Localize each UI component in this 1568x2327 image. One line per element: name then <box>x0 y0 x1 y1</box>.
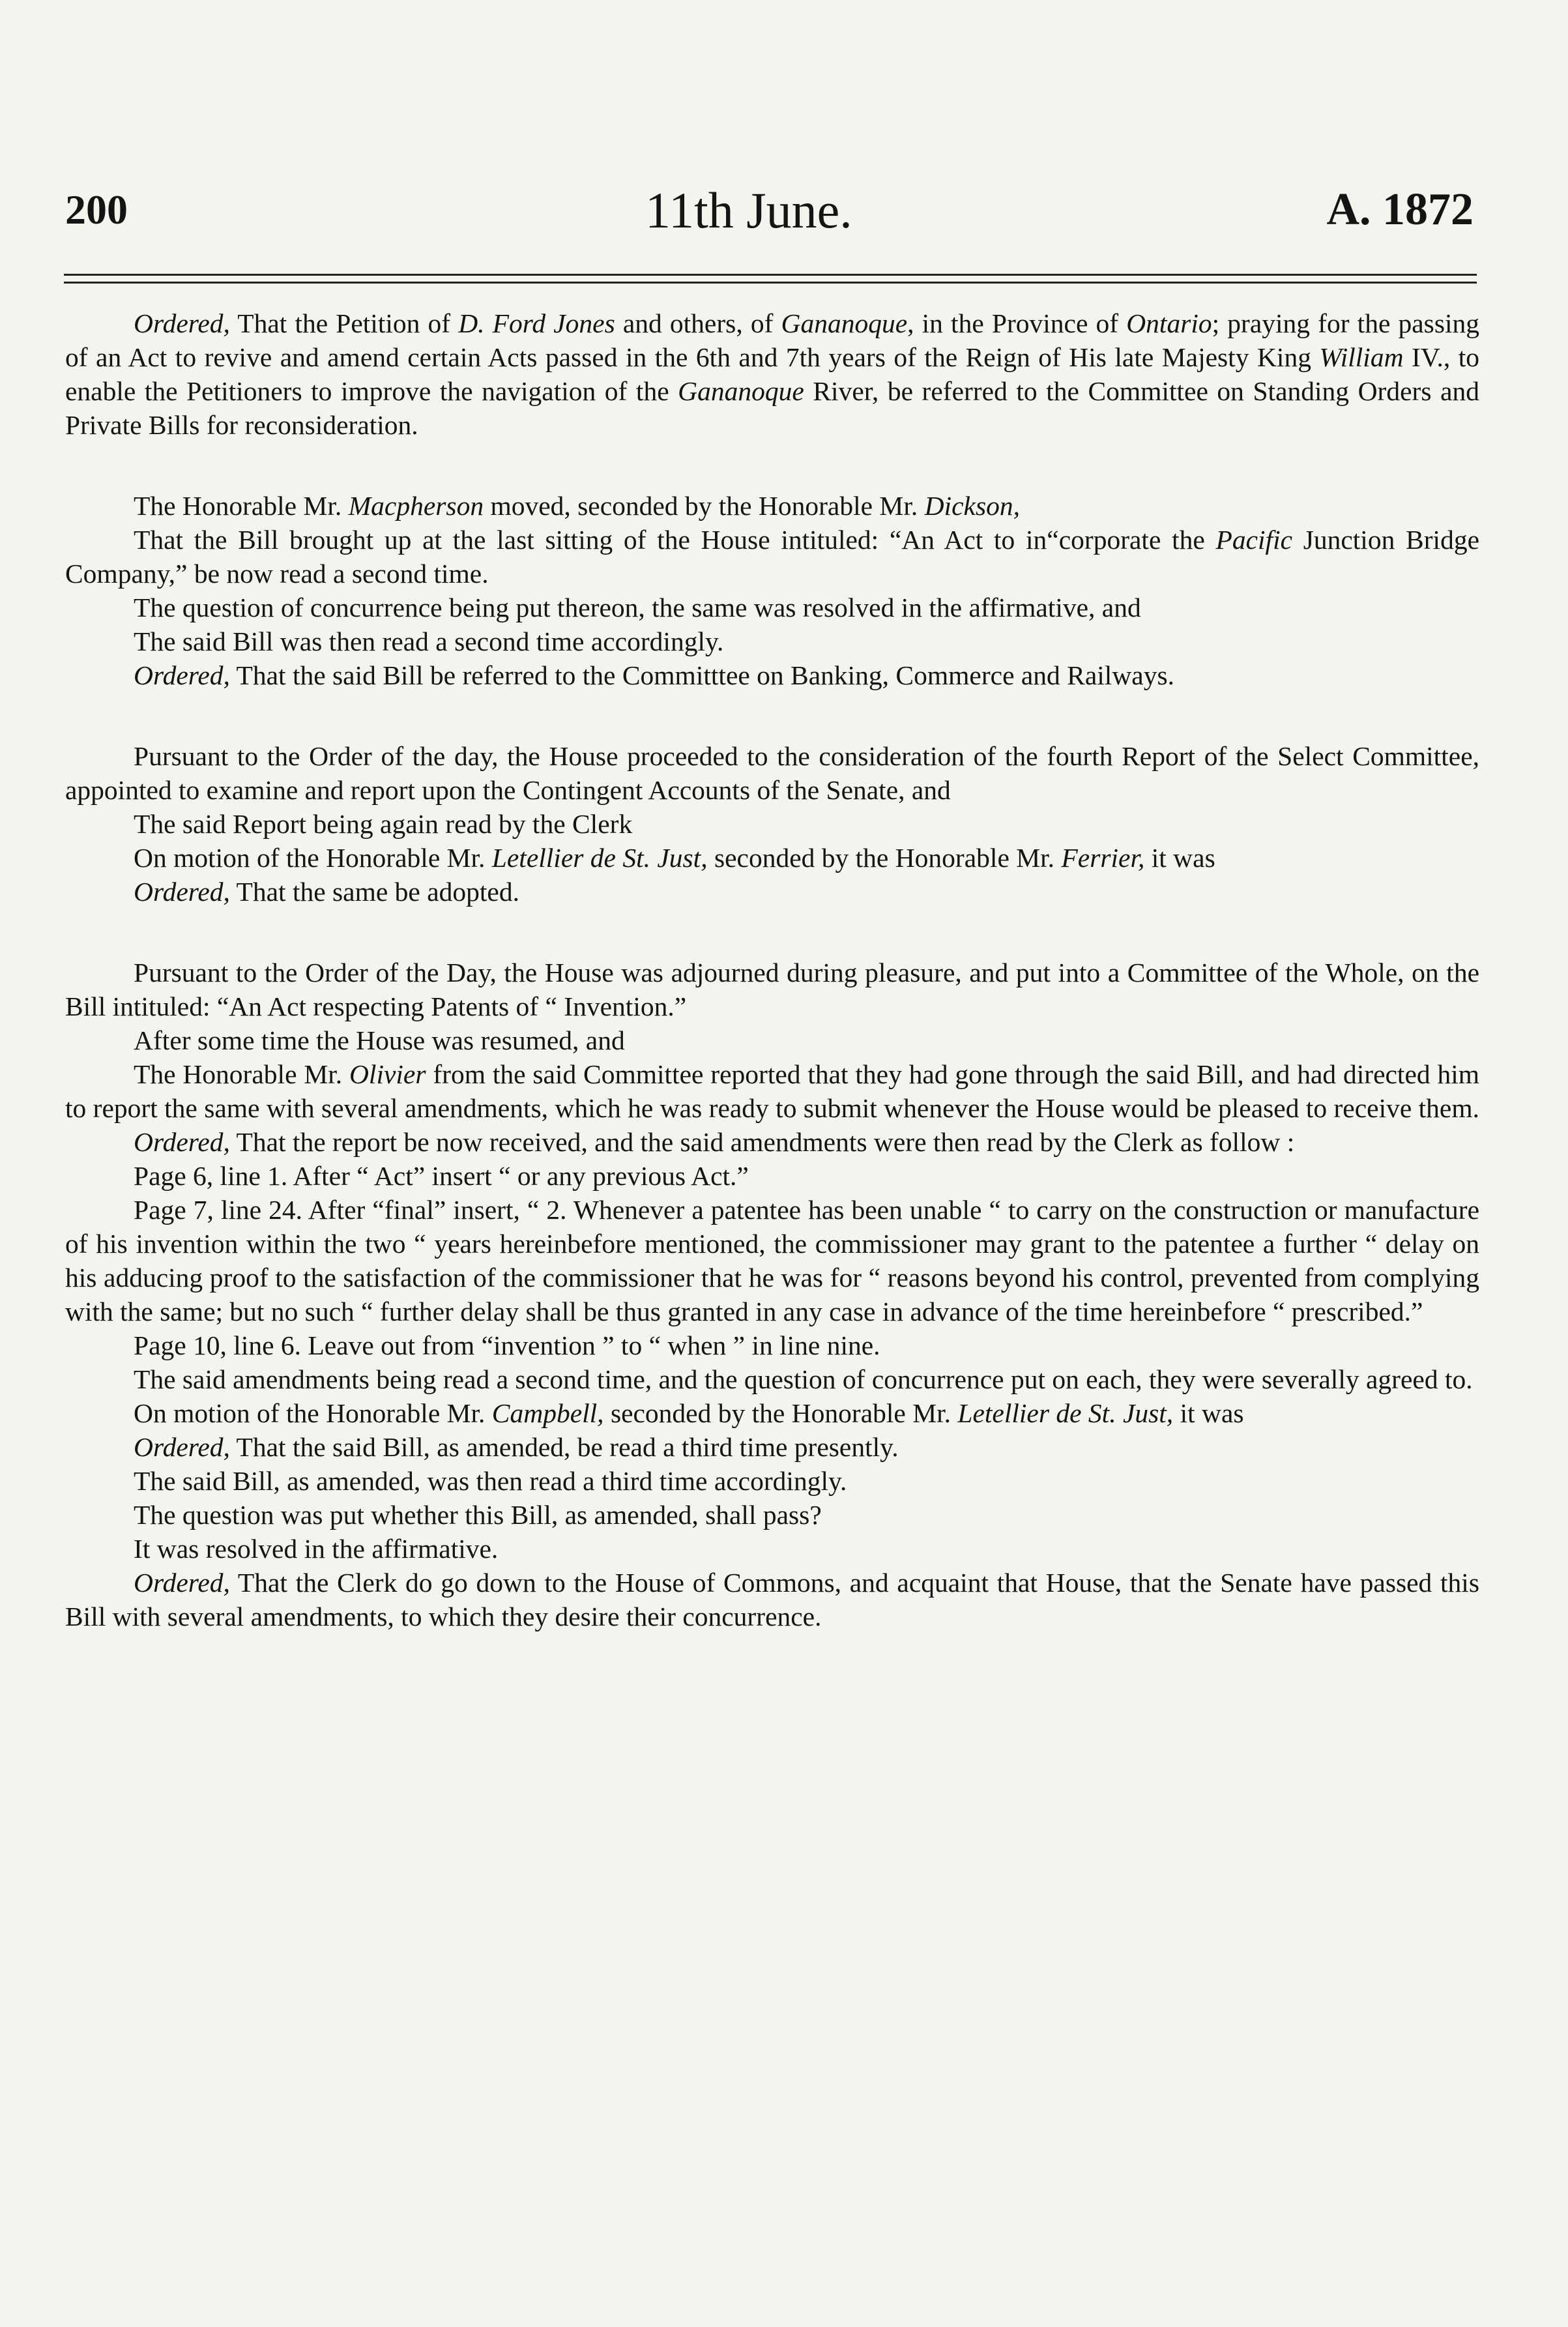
paragraph-adopted <box>65 875 1479 909</box>
paragraph-question: The question of concurrence being put thereon, the same was resolved in the affirmative, and <box>134 593 1141 622</box>
person-name: Letellier de St. Just, <box>491 843 708 873</box>
paragraph-affirmative: It was resolved in the affirmative. <box>134 1534 499 1564</box>
amendment-page-6: Page 6, line 1. After “ Act” insert “ or any previous Act.” <box>134 1161 749 1191</box>
page-number: 200 <box>65 186 128 233</box>
text: , in the Province of <box>907 308 1127 338</box>
text: Junction Bridge Company,” be now read a second time. <box>65 525 1479 589</box>
company-name: Pacific <box>1215 525 1293 555</box>
ordered-label: Ordered, <box>134 1127 230 1157</box>
paragraph-order-of-day: Pursuant to the Order of the day, the House proceeded to the consideration of the fourth Report of the Select Committee, appointed to examine and report upon the Contingent Accounts of the Senate, and <box>65 741 1479 805</box>
person-name: Ferrier, <box>1061 843 1145 873</box>
paragraph-amendments-agreed: The said amendments being read a second time, and the question of concurrence put on each, they were severally agreed to. <box>134 1364 1473 1394</box>
river-name: Gananoque <box>678 376 804 406</box>
text: On motion of the Honorable Mr. <box>134 843 492 873</box>
person-name: D. Ford Jones <box>458 308 615 338</box>
person-name: Letellier de St. Just, <box>957 1398 1174 1428</box>
text: That the report be now received, and the said amendments were then read by the Clerk as follow : <box>229 1127 1295 1157</box>
text: That the said Bill, as amended, be read a third time presently. <box>229 1432 899 1462</box>
paragraph-read-second: The said Bill was then read a second time accordingly. <box>134 626 724 656</box>
paragraph-motion <box>65 489 1479 523</box>
paragraph-third-reading: The said Bill, as amended, was then read a third time accordingly. <box>134 1466 847 1496</box>
person-name: Dickson, <box>924 491 1020 521</box>
king-name: William <box>1319 342 1404 372</box>
paragraph-report-received <box>65 1125 1479 1159</box>
text: seconded by the Honorable Mr. <box>707 843 1062 873</box>
text: moved, seconded by the Honorable Mr. <box>484 491 925 521</box>
province-name: Ontario <box>1126 308 1212 338</box>
text: The Honorable Mr. <box>134 1059 349 1089</box>
ordered-label: Ordered, <box>134 877 230 907</box>
ordered-label: Ordered, <box>134 1432 230 1462</box>
paragraph-resumed: After some time the House was resumed, and <box>134 1025 625 1055</box>
amendment-page-7: Page 7, line 24. After “final” insert, “ 2. Whenever a patentee has been unable “ to carry on the construction or manufacture of his invention within the two “ years hereinbefore mentioned, the commissioner may grant to the patentee a further “ delay on his adducing proof to the satisfaction of the commissioner that he was for “ reasons beyond his control, prevented from complying with the same; but no such “ further delay shall be thus granted in any case in advance of the time hereinbefore “ prescribed.” <box>65 1195 1479 1326</box>
text: seconded by the Honorable Mr. <box>603 1398 958 1428</box>
paragraph-acquaint-commons <box>65 1566 1479 1633</box>
paragraph-motion-2 <box>65 841 1479 875</box>
text: That the same be adopted. <box>229 877 519 907</box>
text: River, be referred to the Committee on Standing Orders and Private Bills for reconsideration. <box>65 376 1479 440</box>
page-header <box>0 0 1568 274</box>
paragraph-question-pass: The question was put whether this Bill, as amended, shall pass? <box>134 1500 822 1530</box>
text: it was <box>1144 843 1215 873</box>
paragraph-motion-3 <box>65 1396 1479 1430</box>
text: On motion of the Honorable Mr. <box>134 1398 492 1428</box>
person-name: Olivier <box>349 1059 426 1089</box>
text: That the Bill brought up at the last sitting of the House intituled: “An Act to in“corporate the <box>134 525 1216 555</box>
person-name: Macpherson <box>348 491 484 521</box>
header-rule-top <box>64 274 1477 276</box>
paragraph-report-read: The said Report being again read by the Clerk <box>134 809 633 839</box>
ordered-label: Ordered, <box>134 660 230 690</box>
paragraph-bill-second-reading <box>65 523 1479 591</box>
person-name: Campbell, <box>491 1398 604 1428</box>
header-year: A. 1872 <box>1326 184 1474 235</box>
header-rule-bottom <box>64 282 1477 284</box>
text: That the Petition of <box>229 308 459 338</box>
ordered-label: Ordered, <box>134 1568 230 1598</box>
text: That the Clerk do go down to the House of Commons, and acquaint that House, that the Senate have passed this Bill with several amendments, to which they desire their concurrence. <box>65 1568 1479 1632</box>
text: That the said Bill be referred to the Committtee on Banking, Commerce and Railways. <box>229 660 1174 690</box>
header-date: 11th June. <box>645 182 852 239</box>
place-name: Gananoque <box>781 308 908 338</box>
text: The Honorable Mr. <box>134 491 349 521</box>
text: IV., to enable the Petitioners to improve the navigation of the <box>65 342 1479 406</box>
text: ; praying for the passing of an Act to revive and amend certain Acts passed in the 6th and 7th years of the Reign of His late Majesty King <box>65 308 1480 372</box>
paragraph-reported <box>65 1057 1479 1125</box>
paragraph-referred <box>65 658 1479 692</box>
text: from the said Committee reported that they had gone through the said Bill, and had directed him to report the same with several amendments, which he was ready to submit whenever the House would be pleased to receive them. <box>65 1059 1480 1123</box>
text: it was <box>1173 1398 1244 1428</box>
paragraph-petition-order <box>65 306 1479 442</box>
text: and others, of <box>615 308 781 338</box>
amendment-page-10: Page 10, line 6. Leave out from “invention ” to “ when ” in line nine. <box>134 1330 880 1360</box>
ordered-label: Ordered, <box>134 308 230 338</box>
page-body <box>65 306 1479 1633</box>
paragraph-third-reading-order <box>65 1430 1479 1464</box>
paragraph-committee-whole: Pursuant to the Order of the Day, the House was adjourned during pleasure, and put into a Committee of the Whole, on the Bill intituled: “An Act respecting Patents of “ Invention.” <box>65 958 1479 1021</box>
